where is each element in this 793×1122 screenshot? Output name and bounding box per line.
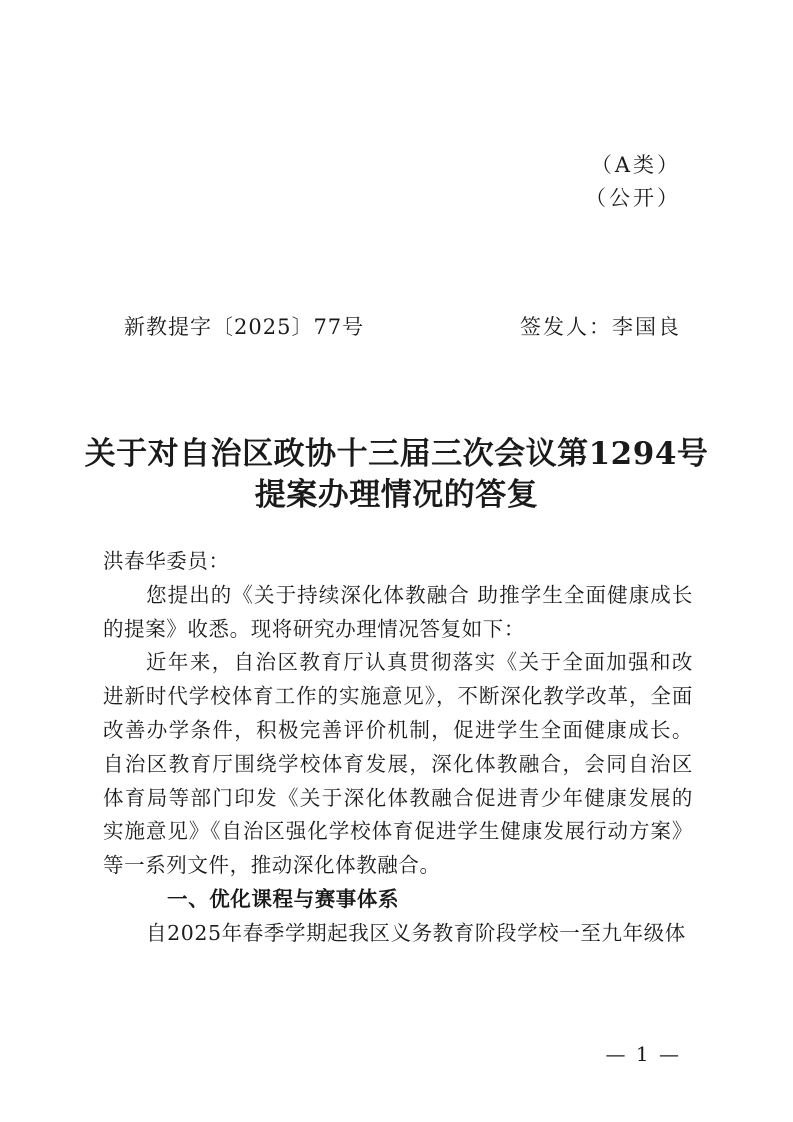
document-number: 新教提字〔2025〕77号: [124, 315, 365, 339]
page-number: — 1 —: [605, 1042, 681, 1066]
paragraph: 自2025年春季学期起我区义务教育阶段学校一至九年级体: [146, 920, 686, 945]
paragraph: 您提出的《关于持续深化体教融合 助推学生全面健康成长的提案》收悉。现将研究办理情况答复如下：: [103, 582, 693, 641]
section-heading: 一、优化课程与赛事体系: [167, 886, 400, 911]
paragraph: 近年来，自治区教育厅认真贯彻落实《关于全面加强和改进新时代学校体育工作的实施意见》，不断深化教学改革，全面改善办学条件，积极完善评价机制，促进学生全面健康成长。自治区教育厅围绕学校体育发展，深化体教融合，会同自治区体育局等部门印发《关于深化体教融合促进青少年健康发展的实施意见》《自治区强化学校体育促进学生健康发展行动方案》等一系列文件，推动深化体教融合。: [103, 650, 693, 878]
document-body: [103, 545, 693, 951]
classification-label: （A类）: [590, 153, 681, 177]
signer: 签发人：李国良: [520, 315, 681, 339]
salutation: 洪春华委员：: [103, 549, 230, 573]
disclosure-label: （公开）: [585, 186, 681, 210]
document-title-line1: 关于对自治区政协十三届三次会议第1294号: [84, 436, 709, 472]
document-title-line2: 提案办理情况的答复: [254, 477, 539, 513]
